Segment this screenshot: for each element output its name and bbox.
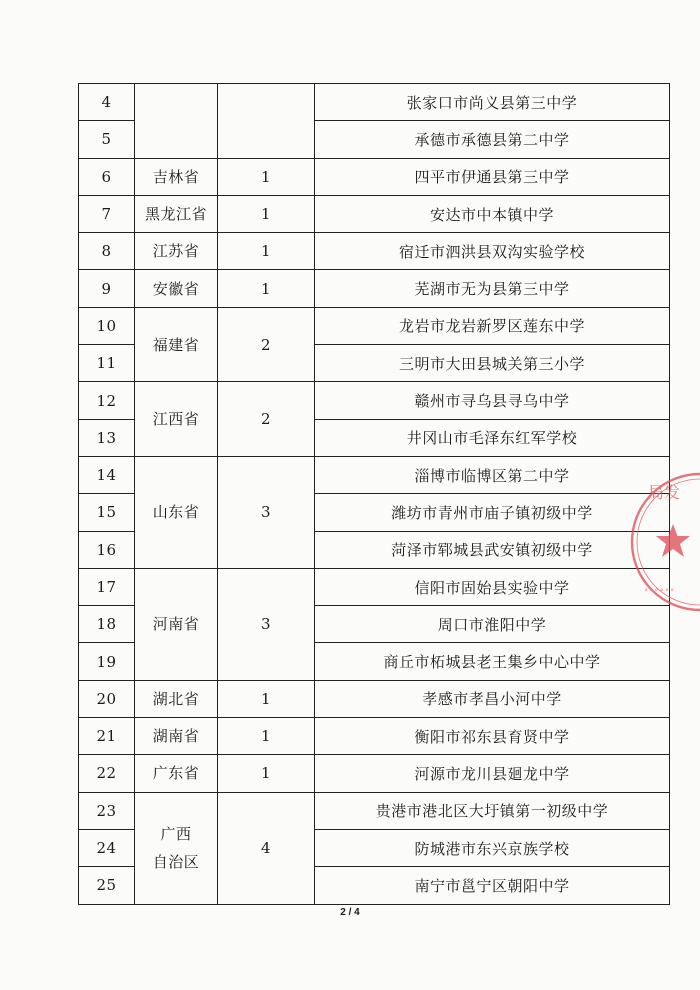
table-row [79, 84, 670, 121]
school-name: 三明市大田县城关第三小学 [315, 345, 670, 382]
row-number: 19 [79, 643, 135, 680]
province-name: 安徽省 [152, 279, 200, 298]
row-number: 7 [79, 195, 135, 232]
province-name: 江苏省 [152, 242, 200, 261]
province-name: 广东省 [152, 764, 200, 783]
school-name: 芜湖市无为县第三中学 [315, 270, 670, 307]
province-cell [135, 158, 218, 195]
table-row [79, 195, 670, 232]
row-number: 13 [79, 419, 135, 456]
row-number: 18 [79, 606, 135, 643]
school-list-table [78, 83, 670, 905]
province-name: 湖北省 [152, 689, 200, 708]
row-number: 15 [79, 494, 135, 531]
row-number: 17 [79, 568, 135, 605]
row-number: 8 [79, 233, 135, 270]
school-name: 孝感市孝昌小河中学 [315, 680, 670, 717]
school-name: 信阳市固始县实验中学 [315, 568, 670, 605]
school-name: 潍坊市青州市庙子镇初级中学 [315, 494, 670, 531]
row-number: 22 [79, 755, 135, 792]
seal-graphic [618, 462, 700, 622]
province-name: 吉林省 [152, 167, 200, 186]
school-count: 1 [218, 718, 315, 755]
province-cell [135, 680, 218, 717]
row-number: 20 [79, 680, 135, 717]
table-row [79, 307, 670, 344]
province-cell [135, 84, 218, 159]
school-name: 承德市承德县第二中学 [315, 121, 670, 158]
province-cell [135, 307, 218, 382]
row-number: 14 [79, 456, 135, 493]
table-row [79, 233, 670, 270]
school-count: 2 [218, 382, 315, 457]
school-count: 1 [218, 680, 315, 717]
school-name: 张家口市尚义县第三中学 [315, 84, 670, 121]
school-name: 周口市淮阳中学 [315, 606, 670, 643]
school-name: 防城港市东兴京族学校 [315, 829, 670, 866]
province-cell [135, 718, 218, 755]
school-count: 3 [218, 568, 315, 680]
school-name: 贵港市港北区大圩镇第一初级中学 [315, 792, 670, 829]
official-seal [618, 462, 700, 622]
row-number: 5 [79, 121, 135, 158]
school-count: 1 [218, 158, 315, 195]
seal-partial-text: 局发 [648, 483, 681, 502]
school-name: 安达市中本镇中学 [315, 195, 670, 232]
row-number: 24 [79, 829, 135, 866]
school-count: 2 [218, 307, 315, 382]
svg-text:°°°°°°: °°°°°° [644, 588, 676, 596]
row-number: 21 [79, 718, 135, 755]
school-name: 衡阳市祁东县育贤中学 [315, 718, 670, 755]
province-cell [135, 568, 218, 680]
province-cell [135, 792, 218, 904]
province-name: 河南省 [152, 615, 200, 634]
school-name: 菏泽市郓城县武安镇初级中学 [315, 531, 670, 568]
row-number: 25 [79, 867, 135, 904]
school-count: 1 [218, 270, 315, 307]
school-count: 1 [218, 233, 315, 270]
school-count [218, 84, 315, 159]
school-name: 宿迁市泗洪县双沟实验学校 [315, 233, 670, 270]
row-number: 10 [79, 307, 135, 344]
school-name: 淄博市临博区第二中学 [315, 456, 670, 493]
table-row [79, 718, 670, 755]
school-name: 赣州市寻乌县寻乌中学 [315, 382, 670, 419]
row-number: 4 [79, 84, 135, 121]
province-name: 江西省 [152, 410, 200, 429]
province-name: 山东省 [152, 503, 200, 522]
table-row [79, 755, 670, 792]
table-row [79, 792, 670, 829]
row-number: 6 [79, 158, 135, 195]
table-row [79, 456, 670, 493]
school-name: 四平市伊通县第三中学 [315, 158, 670, 195]
province-name: 湖南省 [152, 727, 200, 746]
school-count: 1 [218, 755, 315, 792]
school-count: 3 [218, 456, 315, 568]
table-row [79, 568, 670, 605]
school-name: 井冈山市毛泽东红军学校 [315, 419, 670, 456]
table-row [79, 158, 670, 195]
school-count: 4 [218, 792, 315, 904]
table-row [79, 382, 670, 419]
province-name: 黑龙江省 [144, 205, 207, 224]
school-name: 河源市龙川县廻龙中学 [315, 755, 670, 792]
province-cell [135, 755, 218, 792]
school-name: 南宁市邕宁区朝阳中学 [315, 867, 670, 904]
province-name: 广西 [160, 825, 192, 844]
row-number: 23 [79, 792, 135, 829]
school-name: 商丘市柘城县老王集乡中心中学 [315, 643, 670, 680]
row-number: 16 [79, 531, 135, 568]
province-name: 福建省 [152, 335, 200, 354]
school-count: 1 [218, 195, 315, 232]
province-cell [135, 456, 218, 568]
province-cell [135, 270, 218, 307]
province-cell [135, 195, 218, 232]
table-row [79, 680, 670, 717]
row-number: 12 [79, 382, 135, 419]
province-cell [135, 233, 218, 270]
province-name: 自治区 [152, 853, 200, 872]
school-list-body [79, 84, 670, 905]
school-name: 龙岩市龙岩新罗区莲东中学 [315, 307, 670, 344]
row-number: 11 [79, 345, 135, 382]
page-number: 2 / 4 [340, 907, 360, 918]
table-row [79, 270, 670, 307]
row-number: 9 [79, 270, 135, 307]
province-cell [135, 382, 218, 457]
